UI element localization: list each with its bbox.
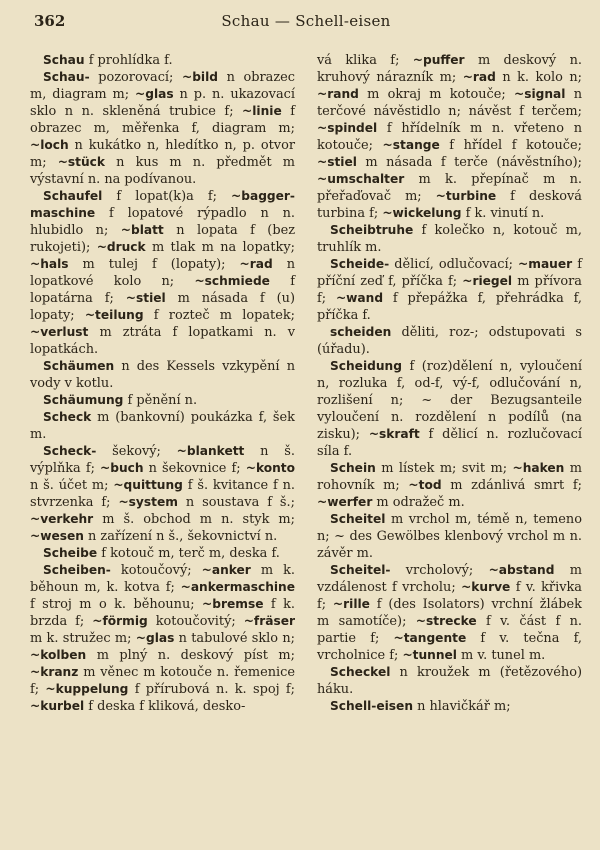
headword: ~strecke (415, 614, 477, 628)
dictionary-entry (30, 443, 295, 545)
definition-text: f v. část f n. partie f; (317, 614, 582, 646)
headword: ~umschalter (317, 172, 405, 186)
definition-text: vá klika f; (317, 53, 413, 68)
dictionary-entry (317, 664, 582, 698)
dictionary-entry (30, 52, 295, 69)
definition-text: n hlavičkář m; (413, 699, 511, 714)
headword: ~wand (335, 291, 384, 305)
headword: ~bremse (202, 597, 264, 611)
headword: ~stange (382, 138, 440, 152)
definition-text: f přepážka f, přehrádka f, příčka f. (317, 291, 582, 323)
headword: ~loch (30, 138, 69, 152)
definition-text: f stroj m o k. běhounu; (30, 597, 203, 612)
definition-text: dělicí, odlučovací; (389, 257, 519, 272)
definition-text: děliti, roz-; odstupovati s (úřadu). (317, 325, 582, 357)
headword: ~hals (30, 257, 69, 271)
definition-text: m k. stružec m; (30, 631, 136, 646)
definition-text: m lístek m; svit m; (375, 461, 513, 476)
headword: ~ankermaschine (180, 580, 295, 594)
headword: ~schmiede (194, 274, 270, 288)
text-columns (30, 52, 582, 715)
definition-text: kotoučovitý; (147, 614, 244, 629)
headword: ~kurve (461, 580, 511, 594)
headword: Schau- (43, 70, 90, 84)
headword: ~teilung (84, 308, 144, 322)
headword: ~blankett (176, 444, 245, 458)
definition-text: m násada f (u) lopaty; (30, 291, 295, 323)
definition-text: n zařízení n š., šekovnictví n. (83, 529, 278, 544)
dictionary-entry (317, 52, 582, 222)
headword: ~wickelung (382, 206, 462, 220)
definition-text: n lopatkové kolo n; (30, 257, 295, 289)
definition-text: m zdánlivá smrt f; (441, 478, 582, 493)
definition-text: f lopat(k)a f; (102, 189, 232, 204)
definition-text: f pěnění n. (123, 393, 198, 408)
definition-text: n kukátko n, hledítko n, p. otvor m; (30, 138, 295, 170)
dictionary-entry (317, 324, 582, 358)
definition-text: m věnec m kotouče n. řemenice f; (30, 665, 295, 697)
headword: Scheibe (43, 546, 98, 560)
headword: ~blatt (120, 223, 164, 237)
definition-text: f v. křivka f; (317, 580, 582, 612)
definition-text: f rozteč m lopatek; (143, 308, 295, 323)
definition-text: n šekovnice f; (143, 461, 246, 476)
headword: Schein (330, 461, 376, 475)
definition-text: f lopatové rýpadlo n n. hlubidlo n; (30, 206, 295, 238)
definition-text: m násada f terče (návěstního); (356, 155, 582, 170)
headword: Scheck- (43, 444, 97, 458)
dictionary-entry (30, 188, 295, 358)
headword: ~wesen (30, 529, 84, 543)
headword: ~kuppelung (45, 682, 129, 696)
headword: ~linie (242, 104, 282, 118)
headword: ~glas (135, 631, 175, 645)
headword: Scheide- (330, 257, 390, 271)
definition-text: f desková turbina f; (317, 189, 582, 221)
headword: Scheckel (330, 665, 391, 679)
headword: Schäumung (43, 393, 124, 407)
dictionary-entry (317, 222, 582, 256)
dictionary-entry (317, 511, 582, 562)
definition-text: m v. tunel m. (456, 648, 546, 663)
headword: Schäumen (43, 359, 115, 373)
dictionary-entry (317, 562, 582, 664)
definition-text: m š. obchod m n. styk m; (93, 512, 295, 527)
headword: ~quittung (113, 478, 183, 492)
headword: ~puffer (412, 53, 465, 67)
definition-text: f kolečko n, kotouč m, truhlík m. (317, 223, 582, 255)
headword: Scheidung (330, 359, 402, 373)
definition-text: f k. brzda f; (30, 597, 295, 629)
definition-text: f přírubová n. k. spoj f; (128, 682, 295, 697)
headword: ~bild (181, 70, 218, 84)
definition-text: n š. výplňka f; (30, 444, 295, 476)
headword: ~tod (408, 478, 442, 492)
definition-text: m plný n. deskový píst m; (86, 648, 295, 663)
headword: ~tunnel (402, 648, 457, 662)
definition-text: n obrazec m, diagram m; (30, 70, 295, 102)
dictionary-entry (317, 460, 582, 511)
headword: ~rad (462, 70, 496, 84)
right-column (317, 52, 582, 715)
page-number: 362 (34, 12, 66, 30)
headword: Scheibtruhe (330, 223, 414, 237)
definition-text: m k. přepínač m n. přeřaďovač m; (317, 172, 582, 204)
headword: ~verkehr (30, 512, 94, 526)
dictionary-entry (317, 358, 582, 460)
definition-text: m vrchol m, témě n, temeno n; ~ des Gewölbes klenbový vrchol m n. závěr m. (317, 512, 582, 561)
headword: ~buch (100, 461, 144, 475)
definition-text: m (bankovní) poukázka f, šek m. (30, 410, 295, 442)
definition-text: n kus m n. předmět m výstavní n. na podívanou. (30, 155, 295, 187)
headword: ~mauer (518, 257, 573, 271)
definition-text: f k. vinutí n. (461, 206, 545, 221)
definition-text: f dělicí n. rozlučovací síla f. (317, 427, 582, 459)
definition-text: pozorovací; (89, 70, 182, 85)
headword: ~bagger-maschine (30, 189, 295, 220)
headword: ~system (118, 495, 178, 509)
headword: Schau (43, 53, 85, 67)
definition-text: n des Kessels vzkypění n vody v kotlu. (30, 359, 295, 391)
headword: ~turbine (435, 189, 497, 203)
definition-text: m odražeč m. (372, 495, 465, 510)
definition-text: n p. n. ukazovací sklo n n. skleněná trubice f; (30, 87, 295, 119)
headword: ~kurbel (30, 699, 85, 713)
definition-text: f prohlídka f. (84, 53, 173, 68)
definition-text: m deskový n. kruhový nárazník m; (317, 53, 582, 85)
definition-text: m ztráta f lopatkami n. v lopatkách. (30, 325, 295, 357)
dictionary-entry (317, 698, 582, 715)
headword: ~druck (96, 240, 146, 254)
headword: ~werfer (317, 495, 373, 509)
left-column (30, 52, 295, 715)
headword: Scheitel- (330, 563, 391, 577)
definition-text: m vzdálenost f vrcholu; (317, 563, 582, 595)
headword: ~spindel (317, 121, 378, 135)
definition-text: n soustava f š.; (177, 495, 295, 510)
headword: ~konto (245, 461, 295, 475)
dictionary-entry (317, 256, 582, 324)
definition-text: f kotouč m, terč m, deska f. (97, 546, 280, 561)
headword: ~stück (57, 155, 106, 169)
definition-text: šekový; (96, 444, 177, 459)
dictionary-entry (30, 409, 295, 443)
dictionary-entry (30, 69, 295, 188)
definition-text: m k. běhoun m, k. kotva f; (30, 563, 296, 595)
headword: ~rad (239, 257, 273, 271)
headword: Scheiben- (43, 563, 111, 577)
definition-text: m přívora f; (317, 274, 582, 306)
dictionary-entry (30, 545, 295, 562)
definition-text: f lopatárna f; (30, 274, 295, 306)
headword: ~signal (514, 87, 566, 101)
headword: ~abstand (488, 563, 555, 577)
running-head: Schau — Schell-eisen (221, 12, 391, 30)
headword: scheiden (330, 325, 392, 339)
definition-text: n terčové návěstidlo n; návěst f terčem; (317, 87, 583, 119)
definition-text: f příční zeď f, příčka f; (317, 257, 582, 289)
definition-text: f hřídelník m n. vřeteno n kotouče; (317, 121, 582, 153)
definition-text: vrcholový; (390, 563, 489, 578)
headword: ~stiel (317, 155, 357, 169)
headword: ~rille (332, 597, 370, 611)
definition-text: n š. účet m; (30, 478, 114, 493)
definition-text: m tlak m na lopatky; (145, 240, 295, 255)
definition-text: f hřídel f kotouče; (439, 138, 583, 153)
dictionary-entry (30, 562, 295, 715)
headword: Scheck (43, 410, 92, 424)
headword: ~tangente (393, 631, 467, 645)
headword: ~riegel (462, 274, 513, 288)
definition-text: m okraj m kotouče; (358, 87, 514, 102)
definition-text: kotoučový; (110, 563, 202, 578)
dictionary-entry (30, 392, 295, 409)
page-header (30, 6, 582, 34)
headword: Scheitel (330, 512, 386, 526)
headword: ~stiel (125, 291, 166, 305)
definition-text: f (des Isolators) vrchní žlábek m samotíče); (317, 597, 582, 629)
headword: Schell-eisen (330, 699, 413, 713)
headword: ~rand (317, 87, 359, 101)
headword: ~haken (512, 461, 565, 475)
headword: ~glas (135, 87, 174, 101)
definition-text: m rohovník m; (317, 461, 583, 493)
definition-text: f v. tečna f, vrcholnice f; (317, 631, 582, 663)
definition-text: n kroužek m (řetězového) háku. (317, 665, 582, 697)
definition-text: m tulej f (lopaty); (68, 257, 240, 272)
definition-text: f š. kvitance f n. stvrzenka f; (30, 478, 296, 510)
headword: ~fräser (243, 614, 295, 628)
dictionary-entry (30, 358, 295, 392)
definition-text: f obrazec m, měřenka f, diagram m; (30, 104, 295, 136)
headword: ~kranz (30, 665, 79, 679)
definition-text: n tabulové sklo n; (174, 631, 295, 646)
headword: Schaufel (43, 189, 103, 203)
headword: ~skraft (368, 427, 420, 441)
headword: ~anker (201, 563, 251, 577)
headword: ~förmig (92, 614, 148, 628)
definition-text: n k. kolo n; (495, 70, 583, 85)
headword: ~verlust (30, 325, 89, 339)
definition-text: f (roz)dělení n, vyloučení n, rozluka f, od-f, vý-f, odlučování n, rozlišení n; ~ der Bezugsanteile vyloučení n. rozdělení n podílů (na zisku); (317, 359, 582, 442)
definition-text: f deska f kliková, desko- (84, 699, 246, 714)
definition-text: n lopata f (bez rukojeti); (30, 223, 295, 255)
headword: ~kolben (30, 648, 87, 662)
